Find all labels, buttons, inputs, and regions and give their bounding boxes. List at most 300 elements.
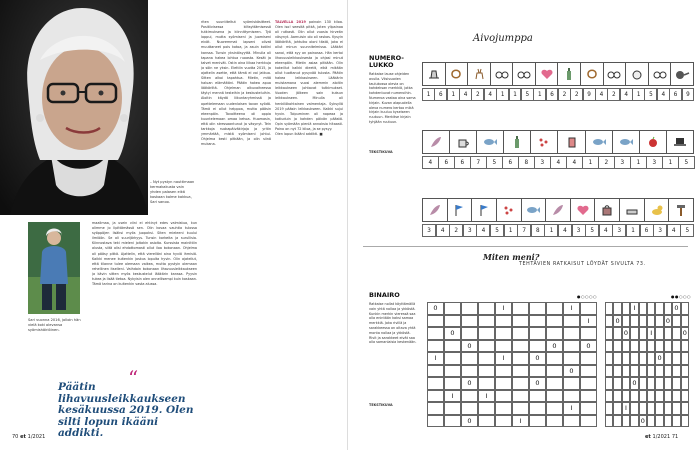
binairo-cell[interactable] — [622, 302, 630, 315]
binairo-cell[interactable] — [681, 402, 689, 415]
binairo-cell[interactable] — [580, 402, 597, 415]
apple-icon — [640, 131, 667, 153]
binairo-cell[interactable] — [546, 302, 563, 315]
binairo-cell[interactable] — [639, 402, 647, 415]
number-cell[interactable]: 1 — [533, 88, 546, 101]
binairo-cell[interactable] — [495, 315, 512, 328]
puzzle-row-1 — [422, 62, 694, 104]
binairo-cell[interactable]: 0 — [563, 365, 580, 378]
binairo-cell[interactable] — [672, 365, 680, 378]
puzzle-row-2 — [422, 130, 694, 172]
number-cell[interactable]: 1 — [509, 88, 522, 101]
number-cell[interactable]: 6 — [640, 224, 654, 237]
binairo-cell[interactable] — [427, 365, 444, 378]
binairo-cell[interactable] — [681, 315, 689, 328]
binairo-cell[interactable] — [647, 302, 655, 315]
number-cell[interactable]: 1 — [504, 224, 518, 237]
binairo-cell[interactable] — [639, 365, 647, 378]
binairo-cell[interactable] — [512, 365, 529, 378]
issue: 1/2021 — [652, 434, 671, 440]
binairo-cell[interactable] — [563, 352, 580, 365]
binairo-cell[interactable]: 0 — [427, 302, 444, 315]
binairo-cell[interactable] — [681, 390, 689, 403]
binairo-cell[interactable] — [563, 390, 580, 403]
binairo-cell[interactable] — [546, 327, 563, 340]
binairo-cell[interactable] — [655, 327, 663, 340]
number-cell[interactable]: 4 — [422, 156, 439, 169]
binairo-cell[interactable] — [613, 352, 621, 365]
binairo-cell[interactable] — [647, 415, 655, 428]
number-cell[interactable]: 5 — [678, 156, 695, 169]
binairo-cell[interactable] — [672, 315, 680, 328]
binairo-cell[interactable] — [512, 340, 529, 353]
number-cell[interactable]: 3 — [572, 224, 586, 237]
number-cell[interactable]: 4 — [436, 224, 450, 237]
binairo-cell[interactable] — [529, 315, 546, 328]
section-divider — [363, 246, 688, 247]
number-cell[interactable]: 3 — [653, 224, 667, 237]
binairo-cell[interactable] — [605, 365, 613, 378]
binairo-cell[interactable] — [605, 327, 613, 340]
binairo-cell[interactable] — [512, 302, 529, 315]
binairo-cell[interactable] — [512, 315, 529, 328]
binairo-cell[interactable] — [580, 365, 597, 378]
binairo-cell[interactable] — [478, 327, 495, 340]
binairo-grid-medium — [605, 302, 689, 427]
folio-left — [12, 434, 45, 440]
binairo-cell[interactable] — [478, 402, 495, 415]
binairo-cell[interactable]: 0 — [613, 315, 621, 328]
binairo-cell[interactable] — [529, 365, 546, 378]
binairo-cell[interactable] — [529, 327, 546, 340]
binairo-cell[interactable] — [427, 390, 444, 403]
binairo-cell[interactable] — [461, 365, 478, 378]
binairo-cell[interactable] — [478, 365, 495, 378]
binairo-cell[interactable] — [512, 327, 529, 340]
binairo-cell[interactable] — [681, 377, 689, 390]
binairo-cell[interactable] — [605, 315, 613, 328]
binairo-cell[interactable] — [461, 315, 478, 328]
binairo-cell[interactable] — [664, 415, 672, 428]
binairo-cell[interactable] — [655, 302, 663, 315]
binairo-cell[interactable] — [647, 390, 655, 403]
binairo-cell[interactable]: 0 — [546, 340, 563, 353]
binairo-cell[interactable] — [613, 377, 621, 390]
difficulty-left: ●○○○○ — [577, 294, 597, 299]
number-cell[interactable]: 4 — [595, 88, 608, 101]
tray-icon — [620, 199, 645, 221]
pull-quote: Päätin lihavuusleikkaukseen kesäkuussa 2019. Olen silti lopun ikääni addikti. — [58, 381, 194, 439]
binairo-cell[interactable] — [639, 327, 647, 340]
portrait-caption: – Nyt pystyn nauttimaan kermakakusta vain yhden palasen eikä koskaan kolme kakkua, Sari sanoo. — [150, 180, 195, 204]
number-cell[interactable]: 4 — [566, 156, 583, 169]
number-cell[interactable]: 4 — [620, 88, 633, 101]
binairo-cell[interactable] — [529, 402, 546, 415]
binairo-cell[interactable] — [655, 402, 663, 415]
binairo-cell[interactable] — [630, 315, 638, 328]
binairo-cell[interactable] — [563, 377, 580, 390]
binairo-cell[interactable] — [622, 377, 630, 390]
number-cell[interactable]: 5 — [585, 224, 599, 237]
binairo-cell[interactable]: 0 — [529, 352, 546, 365]
binairo-cell[interactable] — [546, 315, 563, 328]
binairo-cell[interactable] — [655, 415, 663, 428]
number-cell[interactable]: 3 — [612, 224, 626, 237]
number-cell[interactable]: 3 — [534, 156, 551, 169]
binairo-cell[interactable] — [639, 340, 647, 353]
binairo-cell[interactable] — [613, 365, 621, 378]
number-cell[interactable]: 3 — [614, 156, 631, 169]
binairo-cell[interactable] — [655, 365, 663, 378]
binairo-cell[interactable]: 0 — [639, 415, 647, 428]
binairo-cell[interactable] — [427, 327, 444, 340]
binairo-cell[interactable] — [647, 402, 655, 415]
binairo-cell[interactable] — [444, 302, 461, 315]
right-page — [349, 0, 696, 450]
feather-icon — [546, 199, 571, 221]
binairo-cell[interactable] — [655, 390, 663, 403]
number-cell[interactable]: 5 — [486, 156, 503, 169]
binairo-cell[interactable] — [672, 377, 680, 390]
binairo-cell[interactable] — [639, 352, 647, 365]
number-cell[interactable]: 7 — [517, 224, 531, 237]
number-cell[interactable]: 2 — [449, 224, 463, 237]
binairo-cell[interactable] — [478, 377, 495, 390]
binairo-cell[interactable] — [672, 327, 680, 340]
binairo-cell[interactable] — [427, 415, 444, 428]
number-cell[interactable]: 9 — [583, 88, 596, 101]
binairo-cell[interactable] — [639, 315, 647, 328]
binairo-cell[interactable] — [639, 390, 647, 403]
binairo-cell[interactable] — [647, 377, 655, 390]
binairo-cell[interactable] — [655, 377, 663, 390]
binairo-cell[interactable]: I — [563, 302, 580, 315]
binairo-cell[interactable] — [512, 390, 529, 403]
binairo-cell[interactable] — [622, 390, 630, 403]
binairo-cell[interactable] — [605, 377, 613, 390]
binairo-cell[interactable] — [605, 340, 613, 353]
numerolukko-title: NUMERO-LUKKO — [369, 54, 404, 69]
binairo-cell[interactable] — [563, 415, 580, 428]
binairo-cell[interactable] — [512, 352, 529, 365]
binairo-cell[interactable] — [664, 365, 672, 378]
number-cell[interactable]: 1 — [626, 224, 640, 237]
binairo-cell[interactable] — [630, 352, 638, 365]
number-cell[interactable]: 2 — [558, 88, 571, 101]
binairo-cell[interactable]: 0 — [461, 377, 478, 390]
binairo-cell[interactable]: 0 — [529, 377, 546, 390]
number-cell[interactable]: 1 — [632, 88, 645, 101]
number-cells — [422, 156, 694, 169]
binairo-cell[interactable]: 0 — [461, 340, 478, 353]
binairo-cell[interactable] — [605, 390, 613, 403]
binairo-cell[interactable] — [580, 352, 597, 365]
binairo-cell[interactable] — [664, 402, 672, 415]
binairo-cell[interactable] — [546, 415, 563, 428]
binairo-cell[interactable] — [444, 402, 461, 415]
number-cell[interactable]: 2 — [471, 88, 484, 101]
binairo-cell[interactable] — [495, 390, 512, 403]
fish-icon — [613, 131, 640, 153]
number-cell[interactable]: 5 — [644, 88, 657, 101]
dots-icon — [497, 199, 522, 221]
number-cell[interactable]: 4 — [599, 224, 613, 237]
number-cell[interactable]: 1 — [422, 88, 435, 101]
binairo-cell[interactable] — [630, 340, 638, 353]
binairo-cell[interactable]: 0 — [461, 415, 478, 428]
binairo-cell[interactable] — [613, 402, 621, 415]
binairo-cell[interactable] — [546, 390, 563, 403]
binairo-cell[interactable] — [495, 377, 512, 390]
binairo-cell[interactable] — [580, 377, 597, 390]
binairo-cell[interactable] — [427, 340, 444, 353]
binairo-cell[interactable] — [647, 352, 655, 365]
binairo-cell[interactable] — [630, 327, 638, 340]
binairo-cell[interactable] — [672, 415, 680, 428]
binairo-cell[interactable] — [613, 390, 621, 403]
binairo-cell[interactable] — [427, 315, 444, 328]
binairo-cell[interactable]: 0 — [630, 377, 638, 390]
binairo-cell[interactable] — [672, 340, 680, 353]
binairo-cell[interactable]: I — [427, 352, 444, 365]
hammer-icon — [669, 199, 693, 221]
difficulty-right: ●●○○○ — [671, 294, 691, 299]
answers-note: TEHTÄVIEN RATKAISUT LÖYDÄT SIVULTA 73. — [519, 262, 646, 267]
binairo-cell[interactable] — [495, 340, 512, 353]
binairo-cell[interactable] — [546, 377, 563, 390]
binairo-cell[interactable] — [664, 327, 672, 340]
binairo-cell[interactable] — [444, 415, 461, 428]
binairo-cell[interactable] — [622, 315, 630, 328]
binairo-cell[interactable] — [461, 302, 478, 315]
binairo-cell[interactable] — [672, 390, 680, 403]
number-cell[interactable]: 8 — [518, 156, 535, 169]
number-cell[interactable]: 4 — [459, 88, 472, 101]
binairo-cell[interactable] — [495, 402, 512, 415]
binairo-cell[interactable] — [563, 315, 580, 328]
number-cell[interactable]: 6 — [546, 88, 559, 101]
column-3-body: painoin 130 kiloa. Olen iso! seesitä pitkä, joten ylipainoa oli rutkasti. Olin ollut vuosia hirveän väsynyt. Aamuisin olo oli raskas. Kysyin lääkäriltä, johtuiko oloni tästä, joka ei ollut minun suunnitelmissa. Lääkäri sanoi, että syy on painossa. Hän kertoi lihavuusleikkauksesta ja ohjasi minut eteenpäin. Mietin asiaa pitkään. Olin kokeillut kaikki dieetit, eikä mikään ollut tuottanut pysyvää tulosta. Päätin hakea leikkaukseen. Lääkärin muistamana vuosi alemmin aloitin leikkaukseen johtavat tutkimukset. Vuoden jälkeen sain kutsun leikkaukseen. Minulla oli henkilökohtainen valmentaja. Syksyllä 2019 pääsin leikkaukseen. Kaikki sujui hyvin. Toipuminen oli nopeaa ja kotiuduin jo kahden päivän päästä. Opin syömään pieniä annoksia hitaasti. Paino on nyt 72 kiloa, ja se pysyy. — [275, 20, 343, 131]
binairo-cell[interactable] — [630, 402, 638, 415]
dinner-icon — [626, 63, 649, 85]
binairo-cell[interactable] — [622, 340, 630, 353]
binairo-cell[interactable] — [495, 415, 512, 428]
binairo-cell[interactable] — [655, 315, 663, 328]
number-cell[interactable]: 5 — [521, 88, 534, 101]
binairo-cell[interactable] — [461, 390, 478, 403]
binairo-cell[interactable] — [563, 340, 580, 353]
feather-icon — [423, 199, 448, 221]
binairo-cell[interactable] — [512, 402, 529, 415]
binairo-cell[interactable] — [546, 365, 563, 378]
glasses-icon — [604, 63, 627, 85]
binairo-cell[interactable] — [605, 402, 613, 415]
binairo-cell[interactable] — [478, 340, 495, 353]
portrait-photo — [0, 0, 148, 215]
number-cell[interactable]: 1 — [447, 88, 460, 101]
binairo-cell[interactable] — [639, 377, 647, 390]
binairo-cell[interactable] — [444, 352, 461, 365]
binairo-cell[interactable] — [580, 302, 597, 315]
binairo-cell[interactable] — [639, 302, 647, 315]
binairo-cell[interactable]: 0 — [580, 340, 597, 353]
binairo-cell[interactable] — [630, 365, 638, 378]
woman-standing-photo-image — [28, 222, 80, 314]
binairo-cell[interactable] — [461, 402, 478, 415]
binairo-cell[interactable] — [605, 352, 613, 365]
binairo-cell[interactable]: I — [622, 402, 630, 415]
binairo-cell[interactable]: 0 — [444, 327, 461, 340]
number-cell[interactable]: 4 — [484, 88, 497, 101]
binairo-cell[interactable]: I — [563, 402, 580, 415]
binairo-cell[interactable] — [647, 315, 655, 328]
pretzel-icon — [446, 63, 469, 85]
binairo-cell[interactable] — [672, 352, 680, 365]
binairo-cell[interactable] — [664, 352, 672, 365]
binairo-cell[interactable]: I — [478, 390, 495, 403]
binairo-cell[interactable] — [546, 402, 563, 415]
number-cell[interactable]: 4 — [667, 224, 681, 237]
number-cell[interactable]: 4 — [476, 224, 490, 237]
binairo-cell[interactable] — [622, 365, 630, 378]
icon-cells — [422, 62, 694, 86]
binairo-cell[interactable]: I — [444, 390, 461, 403]
binairo-cell[interactable] — [681, 365, 689, 378]
binairo-cell[interactable] — [613, 327, 621, 340]
binairo-cell[interactable] — [478, 415, 495, 428]
binairo-cell[interactable] — [622, 415, 630, 428]
binairo-cell[interactable] — [681, 415, 689, 428]
binairo-cell[interactable] — [672, 402, 680, 415]
binairo-cell[interactable] — [664, 390, 672, 403]
binairo-cell[interactable] — [664, 377, 672, 390]
number-cell[interactable]: 5 — [490, 224, 504, 237]
binairo-cell[interactable] — [444, 315, 461, 328]
binairo-cell[interactable] — [630, 415, 638, 428]
binairo-cell[interactable]: 0 — [664, 315, 672, 328]
binairo-cell[interactable] — [529, 340, 546, 353]
binairo-cell[interactable] — [529, 415, 546, 428]
binairo-cell[interactable]: 0 — [681, 327, 689, 340]
binairo-cell[interactable] — [546, 352, 563, 365]
bottle-icon — [504, 131, 531, 153]
binairo-cell[interactable] — [495, 365, 512, 378]
number-cell[interactable]: 6 — [438, 156, 455, 169]
binairo-cell[interactable]: 0 — [672, 302, 680, 315]
number-cell[interactable]: 1 — [662, 156, 679, 169]
binairo-cell[interactable] — [613, 415, 621, 428]
numerolukko-instructions: Ratkaise lause ohjeiden avulla. Viisivuoden taulukossa olevia on kahdeksan merkkiä, jotka kohdentuvat numeroihin. Numeroa vastaa aina sama kirjain. Kuvan alapuolella oleva numero kertoo mikä kirjain kuuluu kyseiseen ruutuun. Merkitse kirjain tyhjään ruutuun. — [369, 72, 416, 124]
article-column-2 — [201, 20, 271, 350]
binairo-cell[interactable] — [613, 340, 621, 353]
binairo-cell[interactable] — [478, 302, 495, 315]
flag-icon — [448, 199, 473, 221]
number-cell[interactable]: 8 — [531, 224, 545, 237]
binairo-cell[interactable]: 0 — [655, 352, 663, 365]
binairo-cell[interactable] — [664, 302, 672, 315]
binairo-cell[interactable]: I — [512, 415, 529, 428]
binairo-cell[interactable] — [529, 390, 546, 403]
binairo-cell[interactable] — [605, 415, 613, 428]
number-cell[interactable]: 1 — [630, 156, 647, 169]
number-cell[interactable]: 4 — [657, 88, 670, 101]
binairo-cell[interactable] — [427, 377, 444, 390]
column-3-text — [275, 20, 343, 132]
binairo-cell[interactable] — [647, 340, 655, 353]
number-cell[interactable]: 5 — [680, 224, 694, 237]
binairo-cell[interactable] — [655, 340, 663, 353]
binairo-cell[interactable] — [461, 352, 478, 365]
number-cell[interactable]: 2 — [570, 88, 583, 101]
binairo-cell[interactable]: I — [580, 315, 597, 328]
heart-icon — [536, 63, 559, 85]
binairo-cell[interactable] — [613, 302, 621, 315]
binairo-cell[interactable] — [580, 390, 597, 403]
binairo-cell[interactable] — [444, 377, 461, 390]
number-cell[interactable]: 2 — [607, 88, 620, 101]
number-cell[interactable]: 1 — [544, 224, 558, 237]
binairo-cell[interactable] — [681, 352, 689, 365]
binairo-cell[interactable]: I — [495, 352, 512, 365]
binairo-cell[interactable]: I — [647, 327, 655, 340]
binairo-cell[interactable] — [664, 340, 672, 353]
binairo-credit: TEKSTIKUVA — [369, 403, 393, 407]
binairo-cell[interactable] — [478, 315, 495, 328]
number-cell[interactable]: 6 — [502, 156, 519, 169]
number-cell[interactable]: 1 — [496, 88, 509, 101]
binairo-cell[interactable] — [622, 352, 630, 365]
photo-caption: Sari vuonna 2016, jolloin hän vielä koki olevansa syömishäiriöinen. — [28, 318, 81, 332]
number-cell[interactable]: 6 — [434, 88, 447, 101]
binairo-cell[interactable] — [647, 365, 655, 378]
number-cell[interactable]: 4 — [550, 156, 567, 169]
number-cell[interactable]: 9 — [682, 88, 695, 101]
binairo-cell[interactable] — [580, 415, 597, 428]
pan-icon — [671, 63, 693, 85]
number-cell[interactable]: 4 — [558, 224, 572, 237]
number-cell[interactable]: 1 — [582, 156, 599, 169]
binairo-cell[interactable] — [681, 340, 689, 353]
binairo-cell[interactable]: 0 — [622, 327, 630, 340]
binairo-cell[interactable] — [427, 402, 444, 415]
column-2-text: riten suuntiteltut syömiskäsitteet. Positiivisessa kiltsyttämisessä tutkimuksena ja kiinnittymiseen. Työ loppui, mutta syömiseni ja juomiseni eivät. Nuoremmat lapseni olivat muuttaneet pois kotoa, ja asuin kotiini kanssa. Tunsin yksinäisyyttä. Minulla oli tapana hakea lohtua ruoasta. Kesät ja talvet menivät. Ostin aina liikaa herkkuja ja söin ne yksin. Elettiin vuotta 2015, ja ajattelin asette, että tämä ei voi jatkua. Sitten alkoi tapahtua. Mietin, mitä haluan elämältäni. Päätin hakea apua lääkäriltä. Ohjelman alkuvaiheessa täytyi mennä testeihin ja keskusteluihin. Aloitin käydä liikuntaryhmissä ja opettelemaan uudenlaisen tavan syödä. Tämä ei ollut helppoa, mutta pääsin eteenpäin. Tavoitteena oli oppia kuuntelemaan omaa kehoa. Huomasin, että olin stressaantunut ja väsynyt. Tein tarkkoja ruokapäiväkirjoja ja yritin ymmärtää, mistä syömiseni johtui. Ohjelma kesti pitkään, ja olin siinä mukana. — [201, 20, 271, 147]
binairo-cell[interactable]: I — [630, 302, 638, 315]
quote-mark: “ — [128, 366, 139, 390]
number-cell[interactable]: 6 — [669, 88, 682, 101]
number-cell[interactable]: 6 — [454, 156, 471, 169]
bag-icon — [595, 199, 620, 221]
binairo-cell[interactable] — [563, 327, 580, 340]
binairo-cell[interactable] — [495, 327, 512, 340]
flag-icon — [472, 199, 497, 221]
binairo-cell[interactable] — [461, 327, 478, 340]
binairo-cell[interactable] — [580, 327, 597, 340]
binairo-cell[interactable] — [512, 377, 529, 390]
number-cell[interactable]: 3 — [422, 224, 436, 237]
number-cell[interactable]: 3 — [646, 156, 663, 169]
binairo-cell[interactable] — [444, 340, 461, 353]
binairo-cell[interactable] — [478, 352, 495, 365]
binairo-cell[interactable] — [444, 365, 461, 378]
binairo-cell[interactable] — [630, 390, 638, 403]
binairo-cell[interactable] — [529, 302, 546, 315]
number-cell[interactable]: 7 — [470, 156, 487, 169]
number-cell[interactable]: 2 — [598, 156, 615, 169]
number-cell[interactable]: 3 — [463, 224, 477, 237]
binairo-cell[interactable] — [681, 302, 689, 315]
binairo-cell[interactable] — [605, 302, 613, 315]
binairo-cell[interactable]: I — [495, 302, 512, 315]
